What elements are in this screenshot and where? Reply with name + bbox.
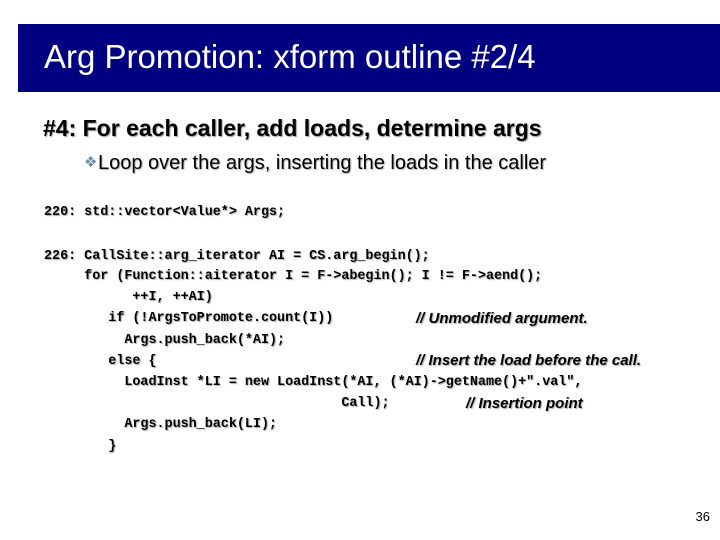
code-line: } — [44, 439, 117, 454]
slide-heading: #4: For each caller, add loads, determine args — [43, 115, 542, 141]
title-bar — [18, 24, 720, 92]
diamond-bullet-icon: ❖ — [84, 154, 98, 171]
code-line: Call); — [44, 396, 390, 411]
code-line: 220: std::vector<Value*> Args; — [44, 205, 286, 220]
code-line: 226: CallSite::arg_iterator AI = CS.arg_begin(); — [44, 249, 430, 264]
bullet-text: Loop over the args, inserting the loads in the caller — [98, 152, 547, 174]
bullet-item — [84, 152, 546, 175]
code-comment: // Insert the load before the call. — [416, 352, 642, 369]
code-line: LoadInst *LI = new LoadInst(*AI, (*AI)->getName()+".val", — [44, 375, 583, 390]
code-line: Args.push_back(*AI); — [44, 333, 286, 348]
code-line: for (Function::aiterator I = F->abegin(); I != F->aend(); — [44, 269, 543, 284]
code-line: else { — [44, 354, 157, 369]
code-comment: // Unmodified argument. — [416, 310, 588, 327]
code-line: if (!ArgsToPromote.count(I)) — [44, 311, 334, 326]
page-number: 36 — [695, 509, 710, 524]
slide-title: Arg Promotion: xform outline #2/4 — [44, 38, 536, 75]
code-line: Args.push_back(LI); — [44, 417, 278, 432]
code-comment: // Insertion point — [466, 395, 583, 412]
code-line: ++I, ++AI) — [44, 290, 213, 305]
